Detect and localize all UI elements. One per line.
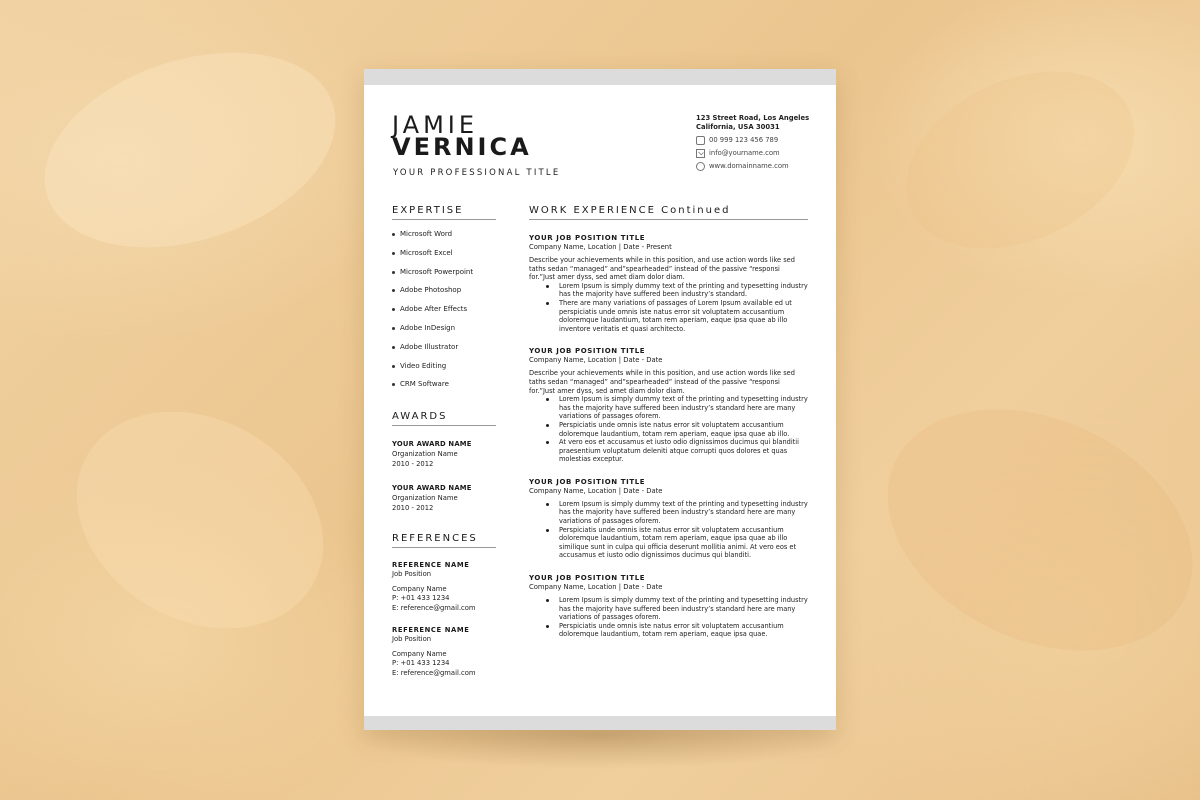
list-item: At vero eos et accusamus et iusto odio dignissimos ducimus qui blanditii praesentium voluptatum deleniti atque corrupti quos dolores et quas molestias exceptur. <box>546 438 808 464</box>
address-line-1: 123 Street Road, Los Angeles <box>696 114 810 122</box>
background-blob <box>877 37 1162 283</box>
list-item <box>392 286 496 305</box>
phone-text: 00 999 123 456 789 <box>709 136 779 144</box>
contact-phone <box>696 135 826 145</box>
list-item: Perspiciatis unde omnis iste natus error sit voluptatem accusantium doloremque laudantium, totam rem aperiam, eaque ipsa quae ab illo similique sunt in culpa qui officia deserunt mollitia animi. At vero eos et accusamus et iusto odio dignissimos ducimus qui blanditi. <box>546 526 808 560</box>
job-bullets <box>546 596 808 639</box>
job-subtitle: Company Name, Location | Date - Date <box>529 486 663 495</box>
list-item: Lorem Ipsum is simply dummy text of the printing and typesetting industry has the majority have suffered been industry’s standard here are many variations of passages oforem. <box>546 500 808 526</box>
skill-label: Microsoft Excel <box>400 248 453 257</box>
job-title: YOUR JOB POSITION TITLE <box>529 347 646 356</box>
left-column <box>392 205 496 690</box>
job-description: Describe your achievements while in this position, and use action words like sed taths sedan “managed” and”spearheaded” instead of the passive “responsi for.”Just amer dyss, sed amet diam dolor diam. <box>529 369 795 395</box>
award-years: 2010 - 2012 <box>392 504 434 513</box>
list-item <box>392 380 496 399</box>
bullet-icon <box>392 233 395 236</box>
list-item <box>392 268 496 287</box>
bullet-icon <box>392 271 395 274</box>
bullet-icon <box>392 327 395 330</box>
skill-label: Adobe Illustrator <box>400 342 459 351</box>
list-item <box>392 324 496 343</box>
first-name: JAMIE <box>392 111 479 139</box>
work-experience-heading: WORK EXPERIENCE Continued <box>529 205 808 220</box>
job-bullets <box>546 282 808 334</box>
expertise-list <box>392 230 496 399</box>
list-item: Lorem Ipsum is simply dummy text of the printing and typesetting industry has the majority have suffered been industry’s standard here are many variations of passages oforem. <box>546 596 808 622</box>
contact-email <box>696 148 826 158</box>
bullet-icon <box>392 252 395 255</box>
reference-name: REFERENCE NAME <box>392 626 470 635</box>
list-item <box>392 230 496 249</box>
skill-label: Video Editing <box>400 361 447 370</box>
reference-entry <box>392 560 496 613</box>
job-entry <box>529 573 808 639</box>
list-item <box>392 362 496 381</box>
awards-section <box>392 411 496 513</box>
last-name: VERNICA <box>392 133 532 161</box>
list-item <box>392 343 496 362</box>
list-item <box>392 305 496 324</box>
award-title: YOUR AWARD NAME <box>392 440 472 449</box>
award-title: YOUR AWARD NAME <box>392 484 472 493</box>
awards-heading: AWARDS <box>392 411 496 426</box>
contact-block <box>696 114 826 171</box>
references-section <box>392 533 496 678</box>
award-org: Organization Name <box>392 494 458 503</box>
bullet-icon <box>392 289 395 292</box>
reference-phone: P: +01 433 1234 <box>392 659 450 668</box>
award-entry <box>392 483 496 513</box>
contact-website <box>696 161 826 171</box>
phone-icon <box>696 136 705 145</box>
reference-position: Job Position <box>392 635 432 644</box>
reference-phone: P: +01 433 1234 <box>392 594 450 603</box>
list-item <box>392 249 496 268</box>
mail-icon <box>696 149 705 158</box>
bullet-icon <box>392 383 395 386</box>
right-column <box>529 205 808 639</box>
globe-icon <box>696 162 705 171</box>
reference-company: Company Name <box>392 649 447 658</box>
list-item: Lorem Ipsum is simply dummy text of the printing and typesetting industry has the majority have suffered been industry’s standard here are many variations of passages oforem. <box>546 395 808 421</box>
skill-label: Microsoft Powerpoint <box>400 267 474 276</box>
website-text: www.domainname.com <box>709 162 789 170</box>
bullet-icon <box>392 365 395 368</box>
award-years: 2010 - 2012 <box>392 460 434 469</box>
job-bullets <box>546 500 808 560</box>
reference-company: Company Name <box>392 584 447 593</box>
expertise-heading: EXPERTISE <box>392 205 496 220</box>
references-heading: REFERENCES <box>392 533 496 548</box>
list-item: Lorem Ipsum is simply dummy text of the printing and typesetting industry has the majority have suffered been industry’s standard. <box>546 282 808 299</box>
skill-label: Adobe After Effects <box>400 305 468 314</box>
reference-name: REFERENCE NAME <box>392 561 470 570</box>
bullet-icon <box>392 346 395 349</box>
job-description: Describe your achievements while in this position, and use action words like sed taths sedan “managed” and”spearheaded” instead of the passive “responsi for.”Just amer dyss, sed amet diam dolor diam. <box>529 256 795 282</box>
bottom-band <box>364 716 836 730</box>
award-org: Organization Name <box>392 450 458 459</box>
skill-label: Adobe InDesign <box>400 323 456 332</box>
skill-label: CRM Software <box>400 380 449 389</box>
award-entry <box>392 439 496 469</box>
bullet-icon <box>392 308 395 311</box>
reference-position: Job Position <box>392 570 432 579</box>
resume-page <box>364 69 836 730</box>
job-entry <box>529 477 808 560</box>
reference-email: E: reference@gmail.com <box>392 668 476 677</box>
job-title: YOUR JOB POSITION TITLE <box>529 234 646 242</box>
job-title: YOUR JOB POSITION TITLE <box>529 574 646 583</box>
background-blob <box>20 18 361 282</box>
address-line-2: California, USA 30031 <box>696 123 780 131</box>
list-item: There are many variations of passages of Lorem Ipsum available ed ut perspiciatis unde omnis iste natus error sit voluptatem accusantium doloremque laudantium, totam rem aperiam, eaque ipsa quae ab illo inventore veritatis et quasi architecto. <box>546 299 808 333</box>
job-title: YOUR JOB POSITION TITLE <box>529 477 646 486</box>
background-blob <box>37 368 362 671</box>
job-entry <box>529 233 808 333</box>
email-text: info@yourname.com <box>709 149 780 157</box>
skill-label: Adobe Photoshop <box>400 286 462 295</box>
reference-entry <box>392 625 496 678</box>
job-subtitle: Company Name, Location | Date - Date <box>529 583 663 592</box>
professional-title: YOUR PROFESSIONAL TITLE <box>393 168 561 178</box>
skill-label: Microsoft Word <box>400 230 453 238</box>
job-bullets <box>546 395 808 464</box>
top-band <box>364 69 836 85</box>
job-subtitle: Company Name, Location | Date - Date <box>529 356 663 365</box>
job-subtitle: Company Name, Location | Date - Present <box>529 243 672 251</box>
list-item: Perspiciatis unde omnis iste natus error sit voluptatem accusantium doloremque laudantium, totam rem aperiam, eaque ipsa quae. <box>546 622 808 639</box>
list-item: Perspiciatis unde omnis iste natus error sit voluptatem accusantium doloremque laudantium, totam rem aperiam, eaque ipsa quae ab illo. <box>546 421 808 438</box>
background-blob <box>849 363 1200 698</box>
reference-email: E: reference@gmail.com <box>392 603 476 612</box>
job-entry <box>529 346 808 464</box>
